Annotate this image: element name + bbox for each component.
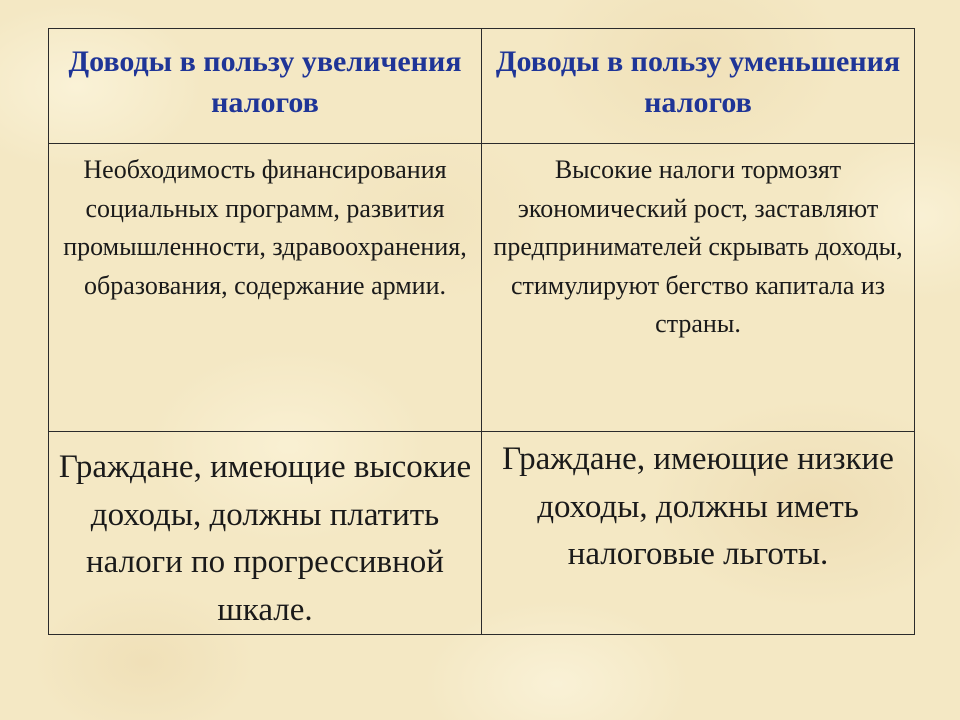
header-cell-decrease bbox=[482, 29, 915, 144]
table-header-row bbox=[49, 29, 915, 144]
table-cell bbox=[482, 432, 915, 635]
header-cell-increase bbox=[49, 29, 482, 144]
argument-increase-progressive-scale: Граждане, имеющие высокие доходы, должны платить налоги по прогрессивной шкале. bbox=[58, 449, 472, 628]
table-cell bbox=[49, 432, 482, 635]
table-cell bbox=[482, 144, 915, 432]
header-decrease-taxes: Доводы в пользу уменьшения налогов bbox=[495, 45, 901, 119]
table-row bbox=[49, 144, 915, 432]
tax-arguments-table bbox=[48, 28, 915, 635]
comparison-table-container bbox=[48, 28, 914, 632]
table-cell bbox=[49, 144, 482, 432]
argument-decrease-tax-benefits: Граждане, имеющие низкие доходы, должны иметь налоговые льготы. bbox=[502, 441, 894, 572]
table-row bbox=[49, 432, 915, 635]
argument-increase-funding: Необходимость финансирования социальных программ, развития промышленности, здравоохранения, образования, содержание армии. bbox=[63, 155, 467, 300]
header-increase-taxes: Доводы в пользу увеличения налогов bbox=[68, 45, 462, 119]
argument-decrease-growth: Высокие налоги тормозят экономический рост, заставляют предпринимателей скрывать доходы, стимулируют бегство капитала из страны. bbox=[493, 155, 903, 338]
